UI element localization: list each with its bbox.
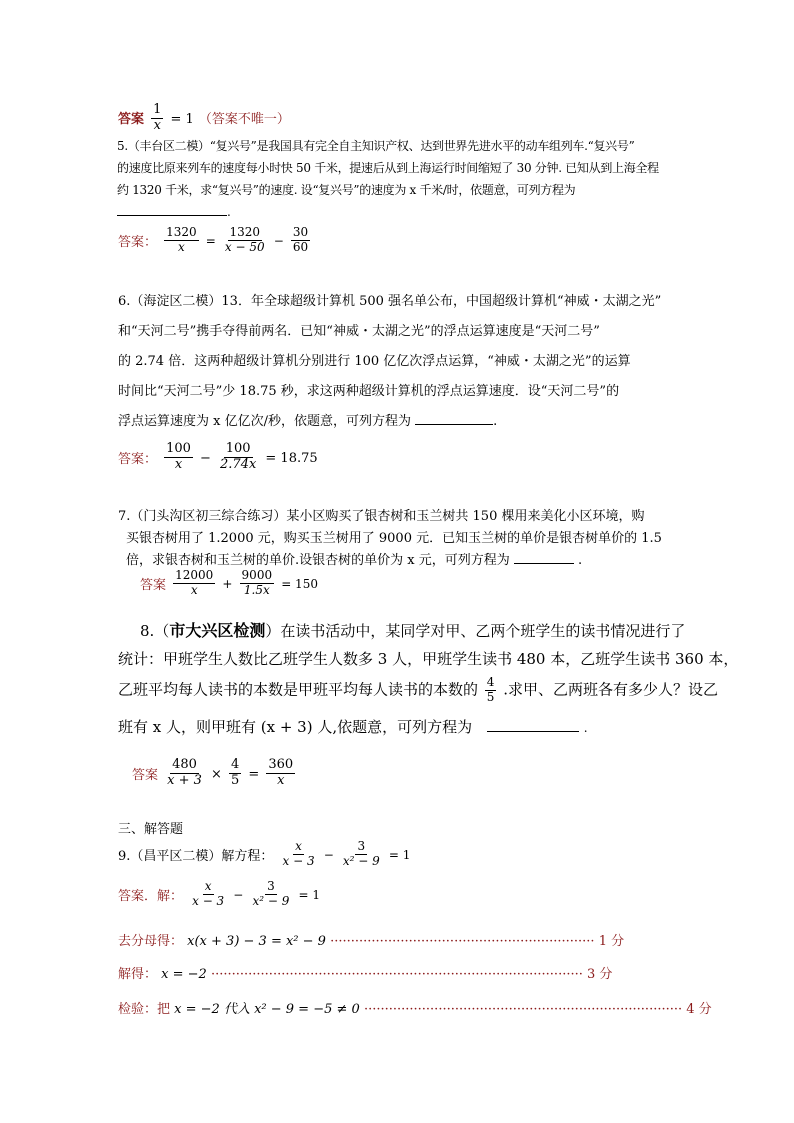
answer-blank	[415, 412, 493, 425]
q4-answer: 答案 $\frac{1}{x}$ = 1 （答案不唯一）	[118, 102, 290, 133]
q9-step-2: 解得： x = −2 ·························································································· 3 分	[118, 967, 613, 982]
question-6: 6.（海淀区二模）13．年全球超级计算机 500 强名单公布，中国超级计算机“神威・太湖之光” 和“天河二号”携手夺得前两名．已知“神威・太湖之光”的浮点运算速度是“天河二号” 的 2.74 倍．这两种超级计算机分别进行 100 亿亿次浮点运算，“神威・太湖之光”的运算 时间比“天河二号”少 18.75 秒，求这两种超级计算机的浮点运算速度．设“天河二号”的 浮点运算速度为 x 亿亿次/秒，依题意，可列方程为 .	[118, 294, 662, 429]
answer-label: 答案	[132, 767, 159, 783]
q7-answer: 答案 $\frac{12000}{x}$ + $\frac{9000}{1.5x}$ = 150	[140, 568, 318, 597]
q8-answer: 答案 $\frac{480}{x + 3}$ × $\frac{4}{5}$ = $\frac{360}{x}$	[132, 757, 294, 788]
q6-answer: 答案： $\frac{100}{x}$ − $\frac{100}{2.74x}$ = 18.75	[118, 441, 318, 472]
document-page: 答案 $\frac{1}{x}$ = 1 （答案不唯一） 5.（丰台区二模）“复兴号”是我国具有完全自主知识产权、达到世界先进水平的动车组列车.“复兴号” 的速度比原来列车的速度每小时快 50 千米，提速后从到上海运行时间缩短了 30 分钟. 已知从到上海全程 约 1320 千米，求“复兴号”的速度. 设“复兴号”的速度为 x 千米/时，依题意，可列方程为 . 答案： $\frac{1320}{x}$ = $\frac{1320}{x - 50}$ − $\frac{30}{60}$ 6.（海淀区二模）13．年全球超级计算机 500 强名单公布，中国超级计算机“神威・太湖之光” 和“天河二号”携手夺得前两名．已知“神威・太湖之光”的浮点运算速度是“天河二号” 的 2.74 倍．这两种超级计算机分别进行 100 亿亿次浮点运算，“神威・太湖之光”的运算 时间比“天河二号”少 18.75 秒，求这两种超级计算机的浮点运算速度．设“天河二号”的 浮点运算速度为 x 亿亿次/秒，依题意，可列方程为 . 答案： $\frac{100}{x}$ − $\frac{100}{2.74x}$ = 18.75 7.（门头沟区初三综合练习）某小区购买了银杏树和玉兰树共 150 棵用来美化小区环境，购 买银杏树用了 1.2000 元，购买玉兰树用了 9000 元．已知玉兰树的单价是银杏树单价的 1.5 倍，求银杏树和玉兰树的单价.设银杏树的单价为 x 元，可列方程为 . 答案 $\frac{12000}{x}$ + $\frac{9000}{1.5x}$ = 150 8.（市大兴区检测）在读书活动中，某同学对甲、乙两个班学生的读书情况进行了 统计：甲班学生人数比乙班学生人数多 3 人，甲班学生读书 480 本，乙班学生读书 360 本， 乙班平均每人读书的本数是甲班平均每人读书的本数的 $\frac{4}{5}$ .求甲、乙两班各有多少人？设乙 班有 x 人，则甲班有 (x + 3) 人,依题意，可列方程为 . 答案 $\frac{480}{x + 3}$ × $\frac{4}{5}$ = $\frac{360}{x}$ 三、解答题 9.（昌平区二模）解方程： $\frac{x}{x - 3}$ − $\frac{3}{\text{x² − 9}}$ = 1 答案．解： $\frac{x}{x - 3}$ − $\frac{3}{\text{x² − 9}}$ = 1 去分母得： x(x + 3) − 3 = x² − 9 ································································ 1 分 解得： x = −2 ·························································································· 3 分 检验：把 x = −2 代入 x² − 9 = −5 ≠ 0 ············································································· 4 分	[117, 102, 739, 1017]
q9-step-3: 检验：把 x = −2 代入 x² − 9 = −5 ≠ 0 ············································································· 4 分	[118, 1002, 712, 1017]
q5-answer: 答案： $\frac{1320}{x}$ = $\frac{1320}{x - 50}$ − $\frac{30}{60}$	[118, 225, 309, 254]
question-9: 9.（昌平区二模）解方程： $\frac{x}{x - 3}$ − $\frac{3}{\text{x² − 9}}$ = 1	[118, 839, 411, 868]
answer-label: 答案：	[118, 234, 158, 250]
answer-blank	[514, 551, 574, 564]
dot-leader: ·············································································	[363, 1002, 683, 1017]
answer-label: 答案	[118, 111, 145, 127]
answer-label: 答案：	[118, 451, 158, 467]
q9-step-1: 去分母得： x(x + 3) − 3 = x² − 9 ································································ 1 分	[118, 934, 625, 949]
section-heading: 三、解答题	[118, 822, 184, 837]
answer-label: 答案	[140, 577, 167, 593]
question-7: 7.（门头沟区初三综合练习）某小区购买了银杏树和玉兰树共 150 棵用来美化小区环境，购 买银杏树用了 1.2000 元，购买玉兰树用了 9000 元．已知玉兰树的单价是银杏树单价的 1.5 倍，求银杏树和玉兰树的单价.设银杏树的单价为 x 元，可列方程为 .	[118, 509, 662, 568]
dot-leader: ································································	[330, 934, 595, 949]
question-5: 5.（丰台区二模）“复兴号”是我国具有完全自主知识产权、达到世界先进水平的动车组列车.“复兴号” 的速度比原来列车的速度每小时快 50 千米，提速后从到上海运行时间缩短了 30 分钟. 已知从到上海全程 约 1320 千米，求“复兴号”的速度. 设“复兴号”的速度为 x 千米/时，依题意，可列方程为 .	[117, 139, 659, 219]
question-8: 8.（市大兴区检测）在读书活动中，某同学对甲、乙两个班学生的读书情况进行了	[140, 621, 686, 640]
answer-blank	[117, 203, 227, 216]
answer-label: 答案．解：	[118, 888, 184, 904]
source-label: 市大兴区检测	[169, 621, 266, 640]
q9-answer: 答案．解： $\frac{x}{x - 3}$ − $\frac{3}{\text{x² − 9}}$ = 1	[118, 879, 320, 908]
answer-blank	[487, 719, 579, 732]
fraction: $\frac{1}{x}$	[153, 102, 162, 133]
dot-leader: ··························································································	[210, 967, 583, 982]
